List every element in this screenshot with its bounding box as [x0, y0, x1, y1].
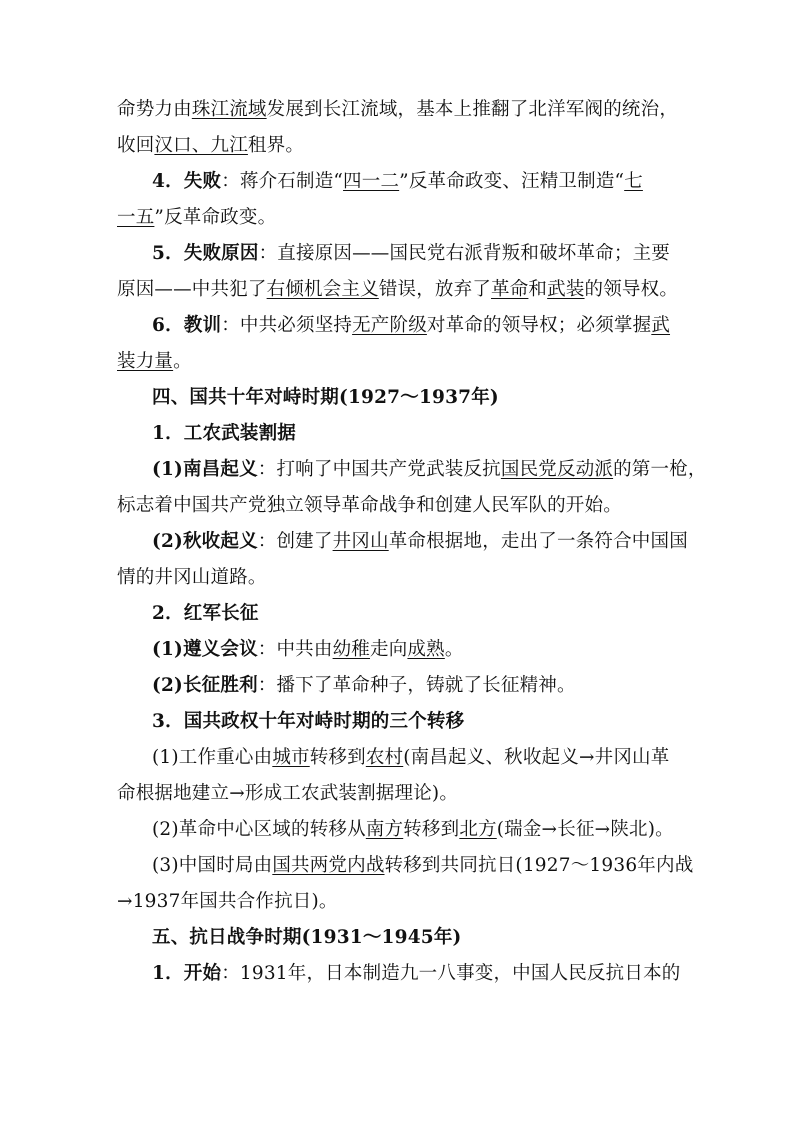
underlined-term: 幼稚 [332, 639, 370, 660]
bold-heading: 1．工农武装割据 [152, 423, 296, 444]
underlined-term: 装力量 [117, 351, 174, 372]
underlined-term: 成熟 [407, 639, 445, 660]
text-span: ：打响了中国共产党武装反抗 [257, 459, 501, 480]
text-span: 命势力由 [117, 99, 192, 120]
text-span: (2)革命中心区域的转移从 [152, 819, 366, 840]
bold-heading: 五、抗日战争时期(1931～1945年) [152, 927, 462, 948]
bold-heading: 4．失败 [152, 171, 222, 192]
bold-heading: (1)南昌起义 [152, 459, 258, 480]
text-span: 转移到 [403, 819, 460, 840]
text-span: 转移到共同抗日(1927～1936年内战 [384, 855, 694, 876]
bold-heading: 四、国共十年对峙时期(1927～1937年) [152, 387, 499, 408]
bold-heading: 5．失败原因 [152, 243, 259, 264]
text-line [117, 956, 681, 992]
bold-heading: (2)秋收起义 [152, 531, 258, 552]
text-line [117, 92, 681, 128]
text-span: 标志着中国共产党独立领导革命战争和创建人民军队的开始。 [117, 495, 622, 516]
text-line [117, 164, 681, 200]
document-page [117, 92, 707, 992]
underlined-term: 城市 [272, 747, 310, 768]
bold-heading: (1)遵义会议 [152, 639, 258, 660]
underlined-term: 井冈山 [332, 531, 389, 552]
bold-heading: (2)长征胜利 [152, 675, 258, 696]
underlined-term: 右倾机会主义 [266, 279, 379, 300]
text-span: ：创建了 [257, 531, 333, 552]
bold-heading: 3．国共政权十年对峙时期的三个转移 [152, 711, 465, 732]
underlined-term: 武 [651, 315, 671, 336]
underlined-term: 武装 [547, 279, 585, 300]
text-span: 发展到长江流域，基本上推翻了北洋军阀的统治， [266, 99, 679, 120]
text-span: 。 [173, 351, 192, 372]
text-span: ：蒋介石制造“ [221, 171, 344, 192]
text-line [117, 812, 681, 848]
text-line [117, 380, 681, 416]
bold-heading: 1．开始 [152, 963, 222, 984]
text-line [117, 848, 694, 884]
text-span: (1)工作重心由 [152, 747, 273, 768]
text-line [117, 704, 681, 740]
text-line [117, 776, 681, 812]
text-span: 和 [528, 279, 548, 300]
text-span: 的领导权。 [584, 279, 679, 300]
text-span: (南昌起义、秋收起义→井冈山革 [403, 747, 670, 768]
underlined-term: 四一二 [343, 171, 400, 192]
underlined-term: 南方 [365, 819, 404, 840]
underlined-term: 一五 [117, 207, 155, 228]
text-line [117, 668, 681, 704]
text-span: ：播下了革命种子，铸就了长征精神。 [257, 675, 576, 696]
text-line [117, 596, 681, 632]
text-span: 转移到 [309, 747, 366, 768]
text-span: ：1931年，日本制造九一八事变，中国人民反抗日本的 [221, 963, 681, 984]
text-line [117, 416, 681, 452]
text-span: ：中共必须坚持 [221, 315, 353, 336]
text-span: ：直接原因——国民党右派背叛和破坏革命；主要 [258, 243, 670, 264]
text-line [117, 488, 681, 524]
text-span: 命根据地建立→形成工农武装割据理论)。 [117, 783, 459, 804]
text-line [117, 452, 707, 488]
text-line [117, 524, 688, 560]
text-span: (瑞金→长征→陕北)。 [496, 819, 674, 840]
text-line [117, 920, 681, 956]
text-line [117, 560, 681, 596]
underlined-term: 革命 [491, 279, 529, 300]
text-span: 租界。 [247, 135, 305, 156]
text-span: →1937年国共合作抗日)。 [117, 891, 338, 912]
text-span: ”反革命政变。 [154, 207, 277, 228]
text-line [117, 632, 681, 668]
text-line [117, 272, 681, 308]
text-span: 。 [444, 639, 464, 660]
bold-heading: 6．教训 [152, 315, 222, 336]
underlined-term: 农村 [365, 747, 404, 768]
underlined-term: 七 [624, 171, 643, 192]
text-line [117, 740, 681, 776]
text-line [117, 200, 681, 236]
text-span: ：中共由 [257, 639, 333, 660]
text-line [117, 236, 681, 272]
underlined-term: 北方 [459, 819, 497, 840]
text-span: (3)中国时局由 [152, 855, 273, 876]
text-span: 收回 [117, 135, 155, 156]
text-span: 错误，放弃了 [378, 279, 492, 300]
underlined-term: 国共两党内战 [272, 855, 385, 876]
underlined-term: 珠江流域 [191, 99, 267, 120]
text-span: 革命根据地，走出了一条符合中国国 [388, 531, 688, 552]
text-span: 走向 [370, 639, 408, 660]
bold-heading: 2．红军长征 [152, 603, 259, 624]
text-line [117, 344, 681, 380]
text-line [117, 128, 681, 164]
text-line [117, 884, 681, 920]
underlined-term: 国民党反动派 [500, 459, 614, 480]
underlined-term: 汉口、九江 [154, 135, 248, 156]
text-span: 对革命的领导权；必须掌握 [426, 315, 652, 336]
underlined-term: 无产阶级 [352, 315, 427, 336]
text-span: ”反革命政变、汪精卫制造“ [399, 171, 625, 192]
text-line [117, 308, 681, 344]
text-span: 原因——中共犯了 [117, 279, 267, 300]
text-span: 的第一枪， [613, 459, 707, 480]
text-span: 情的井冈山道路。 [117, 567, 267, 588]
